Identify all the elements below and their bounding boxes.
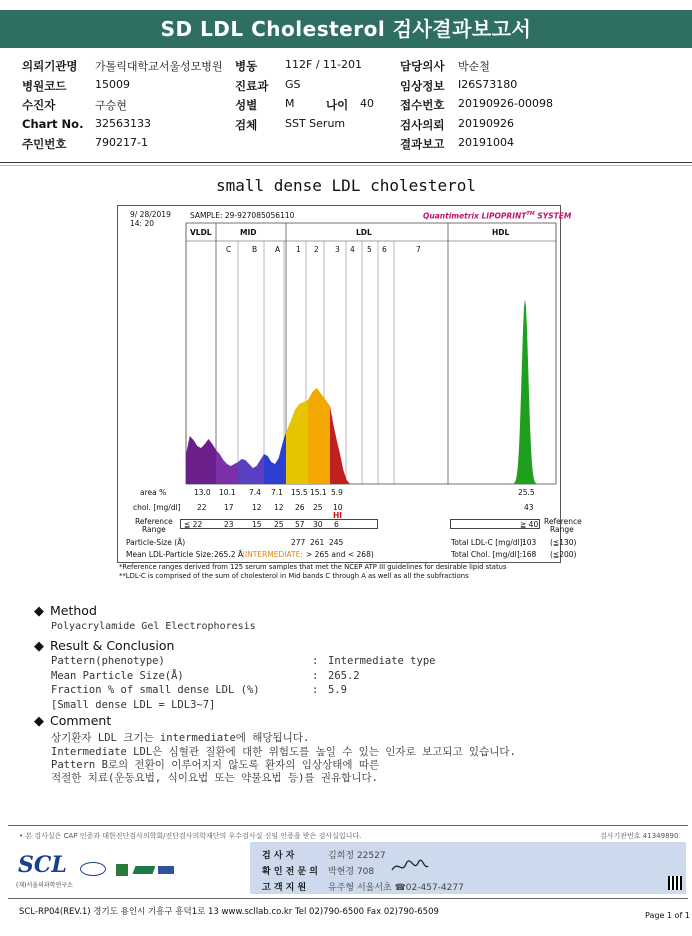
result-label-pattern: Pattern(phenotype) [51,655,165,667]
band-ldl: LDL [356,228,372,237]
scl-logo-subtitle: (재)서울의과학연구소 [16,882,73,889]
label-accession-no: 접수번호 [400,98,445,112]
band-hdl: HDL [492,228,510,237]
sign-role-support: 고 객 지 원 [262,883,307,893]
footer-divider [8,825,688,826]
chol-vldl: 22 [197,503,207,512]
value-sex: M [285,97,295,110]
chart-sample: SAMPLE: 29-927085056110 [190,211,295,220]
sign-name-examiner: 김희정 22527 [328,851,386,861]
band-mid: MID [240,228,257,237]
total-chol-label: Total Chol. [mg/dl]: [451,550,523,559]
area-label: area % [140,488,167,497]
psize-label: Particle-Size (Å) [126,538,186,547]
ref-1: 57 [295,520,305,529]
value-department: GS [285,78,301,91]
label-ward: 병동 [235,59,258,73]
value-patient: 구승현 [95,99,127,112]
result-colon-2: : [312,670,319,682]
subband-4: 4 [350,245,355,254]
ref-2: 30 [313,520,323,529]
subband-7: 7 [416,245,421,254]
bottom-divider [8,898,688,899]
value-doctor: 박순철 [458,60,490,73]
mean-size-class: (INTERMEDIATE; [242,550,303,559]
result-colon-3: : [312,684,319,696]
result-label-fraction: Fraction % of small dense LDL (%) [51,684,260,696]
mean-size-value: 265.2 Å [214,550,243,559]
chol-1: 26 [295,503,305,512]
result-value-size: 265.2 [328,670,360,682]
subband-2: 2 [314,245,319,254]
result-note: [Small dense LDL = LDL3~7] [51,699,216,711]
label-doctor: 담당의사 [400,59,445,73]
chart-brand: Quantimetrix LIPOPRINT™ SYSTEM [423,211,572,221]
comment-line-4: 적절한 치료(운동요법, 식이요법 또는 약물요법 등)를 권유합니다. [51,772,378,784]
result-label-size: Mean Particle Size(Å) [51,670,184,682]
subband-c: C [226,245,232,254]
chol-2: 25 [313,503,323,512]
chol-hi-flag: HI [333,511,343,520]
ref-right-label-2: Range [550,525,574,534]
subband-a: A [275,245,281,254]
sign-role-examiner: 검 사 자 [262,851,295,861]
handwritten-signature [390,858,430,876]
label-report-date: 결과보고 [400,137,445,151]
peak-a [264,432,286,484]
value-requesting-institution: 가톨릭대학교서울성모병원 [95,60,223,73]
area-2: 15.1 [310,488,327,497]
company-address: SCL-RP04(REV.1) 경기도 용인시 기흥구 흥덕1로 13 www.scllab.co.kr Tel 02)790-6500 Fax 02)790-6509 [19,907,439,917]
subband-1: 1 [296,245,301,254]
cap-logo-icon [80,862,106,876]
header-divider [0,162,692,163]
area-a: 7.1 [271,488,283,497]
value-chart-no: 32563133 [95,117,151,130]
ref-vldl: ≦ 22 [184,520,203,529]
total-chol-ref: (≦200) [550,550,577,559]
value-ward: 112F / 11-201 [285,58,362,71]
comment-line-1: 상기환자 LDL 크기는 intermediate에 해당됩니다. [51,732,310,744]
ref-c: 23 [224,520,234,529]
scl-logo: SCL [18,852,67,878]
value-report-date: 20191004 [458,136,514,149]
comment-line-2: Intermediate LDL은 심혈관 질환에 대한 위험도를 높일 수 있는 인자로 보고되고 있습니다. [51,746,516,758]
chol-a: 12 [274,503,284,512]
sign-name-specialist: 박현경 708 [328,867,375,877]
mean-size-range: > 265 and < 268) [306,550,374,559]
chart-notes [119,563,507,581]
area-c: 10.1 [219,488,236,497]
value-specimen: SST Serum [285,117,346,130]
peak-vldl [186,436,216,484]
cert-notice: • 본 검사실은 CAP 인증과 대한진단검사의학회/진단검사의학재단의 우수검사실 신임 인증을 받은 검사실입니다. [19,832,362,840]
ref-label-2: Range [142,525,166,534]
value-age: 40 [360,97,374,110]
label-resident-no: 주민번호 [22,137,67,151]
ref-right-label-1: Reference [544,517,582,526]
mean-size-label: Mean LDL-Particle Size: [126,550,214,559]
result-heading: ◆ Result & Conclusion [34,638,175,654]
page-number: Page 1 of 1 [645,911,690,920]
psize-1: 277 [291,538,306,547]
ref-3: 6 [334,520,339,529]
area-b: 7.4 [249,488,261,497]
total-ldl-ref: (≦130) [550,538,577,547]
lipoprint-chart [117,205,582,563]
label-requesting-institution: 의뢰기관명 [22,59,78,73]
peak-3 [330,406,350,484]
label-sex: 성별 [235,98,258,112]
band-vldl: VLDL [190,228,212,237]
result-colon-1: : [312,655,319,667]
peak-hdl [511,299,539,484]
diamond-bullet-icon: ◆ [34,714,44,729]
ref-a: 25 [274,520,284,529]
value-request-date: 20190926 [458,117,514,130]
report-title: SD LDL Cholesterol 검사결과보고서 [0,10,692,48]
lab-number: 검사기관번호 41349890 [600,832,679,840]
chol-hdl: 43 [524,503,534,512]
ref-hdl: ≧ 40 [520,520,539,529]
chol-3: 10 [333,503,343,512]
method-text: Polyacrylamide Gel Electrophoresis [51,621,256,632]
value-clinical-info: I26S73180 [458,78,518,91]
result-value-fraction: 5.9 [328,684,347,696]
header-divider-2 [0,165,692,166]
label-clinical-info: 임상정보 [400,79,445,93]
subband-6: 6 [382,245,387,254]
subband-5: 5 [367,245,372,254]
peak-b [238,454,264,484]
chol-c: 17 [224,503,234,512]
label-patient: 수진자 [22,98,56,112]
area-3: 5.9 [331,488,343,497]
subband-b: B [252,245,258,254]
kfda-logo-icon [133,866,156,874]
method-heading: ◆ Method [34,603,97,619]
value-accession-no: 20190926-00098 [458,97,553,110]
result-value-pattern: Intermediate type [328,655,436,667]
accreditation-logos [80,858,180,884]
note-2: **LDL-C is comprised of the sum of cholesterol in Mid bands C through A as well as all the subfractions [119,572,469,580]
subband-3: 3 [335,245,340,254]
total-chol-value: 168 [522,550,537,559]
chart-date: 9/ 28/2019 [130,210,171,219]
chart-time: 14: 20 [130,219,154,228]
area-hdl: 25.5 [518,488,535,497]
label-request-date: 검사의뢰 [400,118,445,132]
ref-b: 15 [252,520,262,529]
chol-b: 12 [252,503,262,512]
total-ldl-label: Total LDL-C [mg/dl]: [451,538,526,547]
total-ldl-value: 103 [522,538,537,547]
chol-label: chol. [mg/dl] [133,503,181,512]
peak-2 [308,388,330,484]
agency-logo-icon [158,866,174,874]
value-resident-no: 790217-1 [95,136,148,149]
kslm-logo-icon [116,864,128,876]
qr-code-icon [668,876,682,890]
note-1: *Reference ranges derived from 125 serum samples that met the NCEP ATP III guidelines for desirable lipid status [119,563,507,571]
peak-1 [286,400,308,484]
sign-role-specialist: 확 인 전 문 의 [262,867,319,877]
label-hospital-code: 병원코드 [22,79,67,93]
value-hospital-code: 15009 [95,78,130,91]
comment-heading: ◆ Comment [34,713,112,729]
signature-box [250,842,686,894]
sign-name-support: 유주형 서울서초 ☎02-457-4277 [328,883,464,893]
label-specimen: 검체 [235,118,258,132]
area-vldl: 13.0 [194,488,211,497]
diamond-bullet-icon: ◆ [34,639,44,654]
comment-line-3: Pattern B로의 전환이 이루어지지 않도록 환자의 임상상태에 따른 [51,759,380,771]
chart-title: small dense LDL cholesterol [215,176,477,195]
diamond-bullet-icon: ◆ [34,604,44,619]
label-age: 나이 [326,98,349,112]
psize-2: 261 [310,538,325,547]
ref-label-1: Reference [135,517,173,526]
label-department: 진료과 [235,79,269,93]
label-chart-no: Chart No. [22,117,84,131]
area-1: 15.5 [291,488,308,497]
peak-c [216,450,238,484]
psize-3: 245 [329,538,344,547]
